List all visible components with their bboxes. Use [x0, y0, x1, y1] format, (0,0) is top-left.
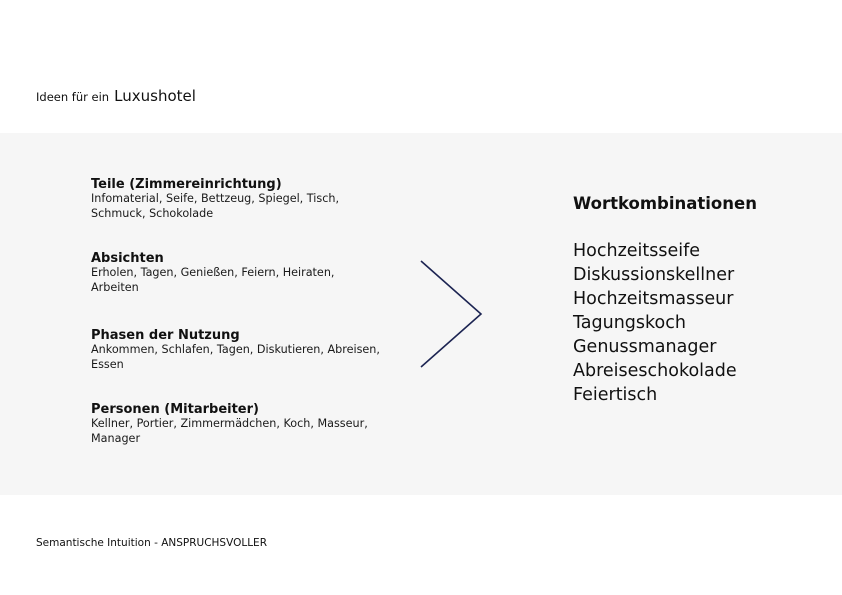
category-staff: [91, 402, 381, 446]
page-title-main: Luxushotel: [114, 87, 196, 105]
list-item: Tagungskoch: [573, 313, 686, 333]
category-items: Infomaterial, Seife, Bettzeug, Spiegel, Tisch, Schmuck, Schokolade: [91, 192, 340, 220]
page-title-prefix: Ideen für ein: [36, 90, 110, 104]
category-title: Personen (Mitarbeiter): [91, 402, 259, 417]
page-title: [36, 86, 196, 105]
list-item: Hochzeitsseife: [573, 241, 701, 261]
list-item: Abreiseschokolade: [573, 361, 737, 381]
chevron-right-icon: [418, 258, 488, 370]
word-combinations: [573, 194, 833, 407]
list-item: Genussmanager: [573, 337, 717, 357]
category-parts: [91, 177, 381, 221]
category-items: Erholen, Tagen, Genießen, Feiern, Heiraten, Arbeiten: [91, 266, 335, 294]
word-combinations-heading: Wortkombinationen: [573, 194, 757, 213]
content-panel: [0, 133, 842, 495]
category-usage-phases: [91, 328, 381, 372]
category-title: Absichten: [91, 251, 164, 266]
category-title: Phasen der Nutzung: [91, 328, 240, 343]
category-title: Teile (Zimmereinrichtung): [91, 177, 282, 192]
category-intentions: [91, 251, 381, 295]
category-items: Ankommen, Schlafen, Tagen, Diskutieren, Abreisen, Essen: [91, 343, 380, 371]
list-item: Diskussionskellner: [573, 265, 735, 285]
footer-caption: Semantische Intuition - ANSPRUCHSVOLLER: [36, 537, 267, 549]
word-combinations-list: [573, 239, 833, 407]
list-item: Feiertisch: [573, 385, 658, 405]
category-items: Kellner, Portier, Zimmermädchen, Koch, Masseur, Manager: [91, 417, 368, 445]
list-item: Hochzeitsmasseur: [573, 289, 734, 309]
